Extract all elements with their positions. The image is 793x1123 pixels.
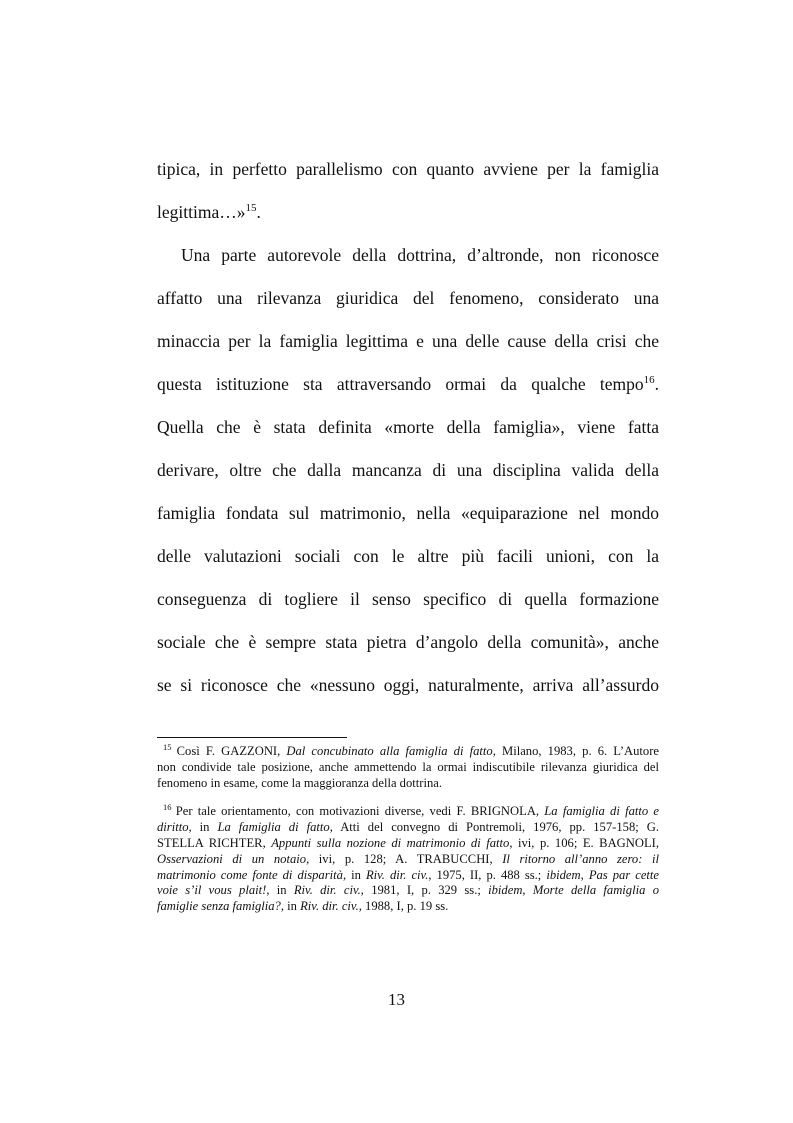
footnote-text: ibidem	[488, 883, 523, 898]
footnote-text: , 1981, I, p. 329 ss.;	[360, 883, 489, 898]
footnote-number: 16	[163, 802, 176, 813]
footnote-line	[157, 744, 659, 760]
footnote-line	[157, 883, 659, 899]
footnote-separator	[157, 737, 347, 738]
footnote-text: , 1988, I, p. 19 ss.	[358, 899, 449, 914]
footnote-line	[157, 899, 659, 915]
footnote-text: Per tale orientamento, con motivazioni diverse, vedi F. BRIGNOLA,	[175, 804, 545, 819]
footnote-text: , Atti del convegno di Pontremoli, 1976, pp. 157-158; G.	[329, 820, 660, 835]
footnote-text: La famiglia di fatto e	[544, 804, 659, 819]
body-line: derivare, oltre che dalla mancanza di una disciplina valida della	[157, 460, 659, 480]
footnote-text: La famiglia di fatto	[217, 820, 330, 835]
footnote-text: matrimonio come fonte di disparità	[157, 867, 343, 882]
footnote-line	[157, 852, 659, 868]
footnote-text: ibidem	[546, 867, 581, 882]
footnote-line	[157, 820, 659, 836]
footnote-text: Pas par cette	[588, 867, 660, 882]
body-line: se si riconosce che «nessuno oggi, naturalmente, arriva all’assurdo	[157, 675, 659, 695]
footnote-text: , 1975, II, p. 488 ss.;	[428, 867, 547, 882]
footnote-text: , in	[280, 899, 301, 914]
body-line: tipica, in perfetto parallelismo con quanto avviene per la famiglia	[157, 159, 659, 179]
body-line: conseguenza di togliere il senso specifico di quella formazione	[157, 589, 659, 609]
body-line: affatto una rilevanza giuridica del fenomeno, considerato una	[157, 288, 659, 308]
footnote-text: Riv. dir. civ.	[300, 899, 359, 914]
body-line: legittima…»$^{15}$.	[157, 202, 261, 222]
footnote-line	[157, 836, 659, 852]
footnote-text: STELLA RICHTER,	[157, 835, 272, 850]
footnote-text: , in	[266, 883, 294, 898]
body-text	[157, 148, 659, 707]
footnote-text: , in	[342, 867, 366, 882]
footnote-line	[157, 868, 659, 884]
body-line: delle valutazioni sociali con le altre più facili unioni, con la	[157, 546, 659, 566]
footnote-line	[157, 760, 659, 776]
footnote-text: Osservazioni di un notaio	[157, 851, 307, 866]
footnote-text: Morte della famiglia o	[532, 883, 659, 898]
body-line: sociale che è sempre stata pietra d’angolo della comunità», anche	[157, 632, 659, 652]
page-number: 13	[388, 990, 405, 1009]
footnote-text: Riv. dir. civ.	[365, 867, 429, 882]
body-line: minaccia per la famiglia legittima e una delle cause della crisi che	[157, 331, 659, 351]
footnote-text: non condivide tale posizione, anche ammettendo la ormai indiscutibile rilevanza giuridica del	[157, 759, 659, 774]
footnote-text: fenomeno in esame, come la maggioranza della dottrina.	[157, 775, 442, 790]
footnote-text: ,	[580, 867, 589, 882]
body-line: Una parte autorevole della dottrina, d’altronde, non riconosce	[181, 245, 659, 265]
footnotes	[157, 744, 659, 915]
footnote-15	[157, 744, 659, 791]
footnote-text: in	[191, 820, 218, 835]
footnote-text: Così F. GAZZONI,	[176, 744, 287, 758]
footnote-text: Riv. dir. civ.	[293, 883, 361, 898]
body-line: famiglia fondata sul matrimonio, nella «equiparazione nel mondo	[157, 503, 659, 523]
footnote-ref-16[interactable]: 16	[643, 374, 655, 386]
body-line: Quella che è stata definita «morte della famiglia», viene fatta	[157, 417, 659, 437]
footnote-text: ,	[522, 883, 533, 898]
footnote-text: , ivi, p. 128; A. TRABUCCHI,	[306, 851, 503, 866]
footnote-ref-15[interactable]: 15	[245, 202, 257, 214]
body-line: questa istituzione sta attraversando ormai da qualche tempo$^{16}$.	[157, 374, 659, 394]
footnote-text: famiglie senza famiglia?	[157, 899, 281, 914]
footnote-text: Milano, 1983, p. 6. L’Autore	[495, 744, 660, 758]
footnote-text: Dal concubinato alla famiglia di fatto,	[286, 744, 496, 758]
footnote-number: 15	[163, 742, 177, 752]
footnote-line	[157, 776, 659, 792]
footnote-text: diritto,	[157, 820, 192, 835]
footnote-text: Appunti sulla nozione di matrimonio di fatto	[271, 835, 510, 850]
footnote-text: Il ritorno all’anno zero: il	[502, 851, 659, 866]
footnote-line	[157, 804, 659, 820]
footnote-text: voie s’il vous plait!	[157, 883, 267, 898]
footnote-16	[157, 804, 659, 915]
footnote-text: , ivi, p. 106; E. BAGNOLI,	[509, 835, 660, 850]
